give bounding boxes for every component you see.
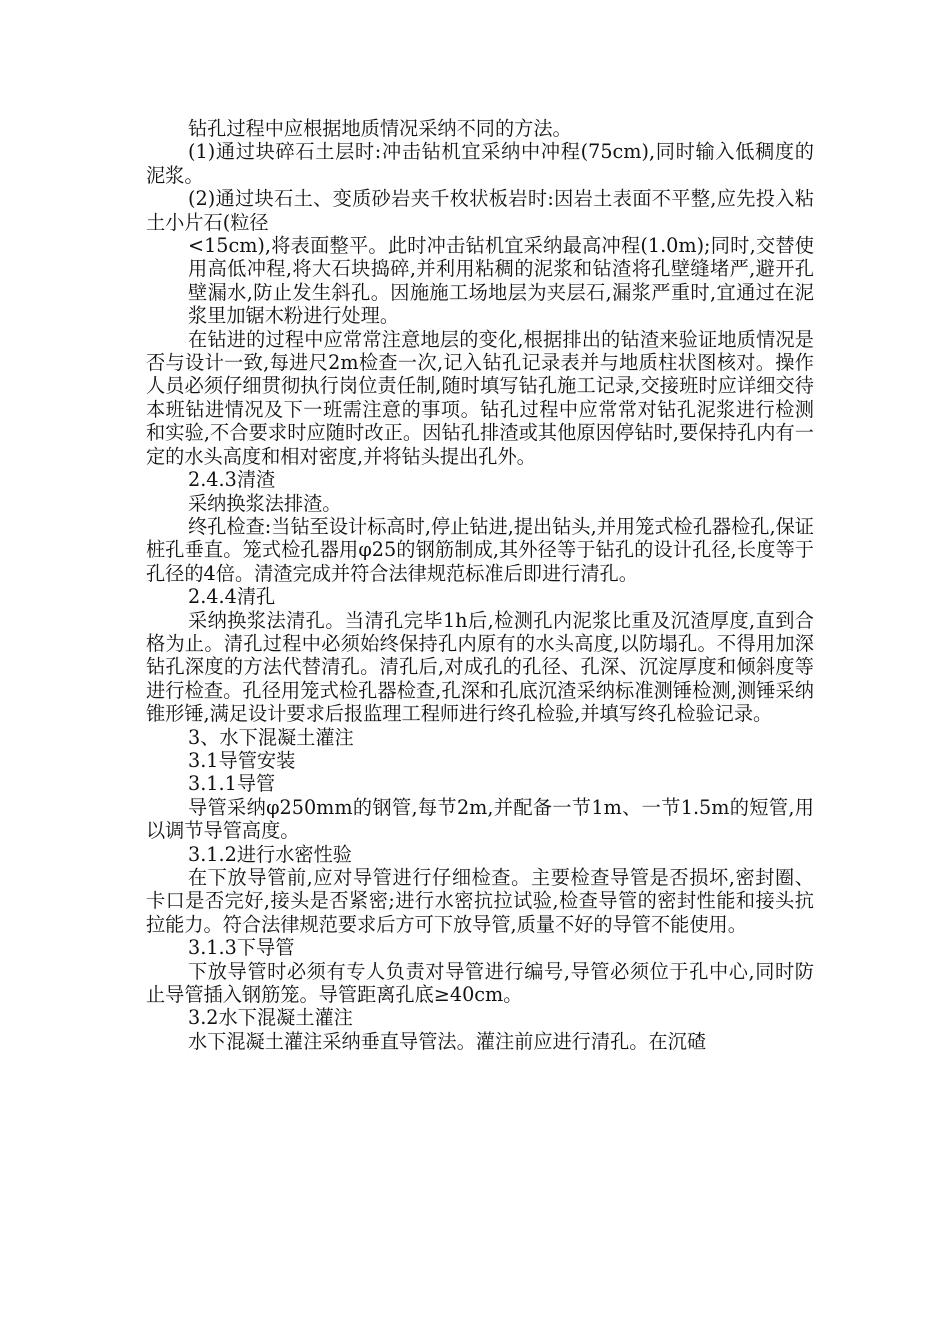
heading-3-1-1: 3.1.1导管 <box>188 772 276 796</box>
heading-3-1-3: 3.1.3下导管 <box>188 936 295 960</box>
document-page <box>146 117 814 1053</box>
paragraph-layer-monitoring: 在钻进的过程中应常常注意地层的变化,根据排出的钻渣来验证地质情况是否与设计一致,每进尺2m检查一次,记入钻孔记录表并与地质柱状图核对。操作人员必须仔细贯彻执行岗位责任制,随时填写钻孔施工记录,交接班时应详细交待本班钻进情况及下一班需注意的事项。钻孔过程中应常常对钻孔泥浆进行检测和实验,不合要求时应随时改正。因钻孔排渣或其他原因停钻时,要保持孔内有一定的水头高度和相对密度,并将钻头提出孔外。 <box>146 327 814 468</box>
paragraph-pipe-spec: 导管采纳φ250mm的钢管,每节2m,并配备一节1m、一节1.5m的短管,用以调节导管高度。 <box>146 795 814 843</box>
heading-2-4-4: 2.4.4清孔 <box>188 585 276 609</box>
paragraph-leveling: <15cm),将表面整平。此时冲击钻机宜采纳最高冲程(1.0m);同时,交替使用高低冲程,将大石块捣碎,并利用粘稠的泥浆和钻渣将孔壁缝堵严,避开孔壁漏水,防止发生斜孔。因施施工场地层为夹层石,漏浆严重时,宜通过在泥浆里加锯木粉进行处理。 <box>188 234 814 328</box>
heading-3-1-2: 3.1.2进行水密性验 <box>188 842 352 866</box>
paragraph-sandstone-layer: (2)通过块石土、变质砂岩夹千枚状板岩时:因岩土表面不平整,应先投入粘土小片石(粒径 <box>146 187 814 234</box>
paragraph-hole-cleaning: 采纳换浆法清孔。当清孔完毕1h后,检测孔内泥浆比重及沉渣厚度,直到合格为止。清孔过程中必须始终保持孔内原有的水头高度,以防塌孔。不得用加深钻孔深度的方法代替清孔。清孔后,对成孔的孔径、孔深、沉淀厚度和倾斜度等进行检查。孔径用笼式检孔器检查,孔深和孔底沉渣采纳标准测锤检测,测锤采纳锥形锤,满足设计要求后报监理工程师进行终孔检验,并填写终孔检验记录。 <box>146 608 814 726</box>
paragraph-slag-method: 采纳换浆法排渣。 <box>188 491 342 515</box>
heading-3: 3、水下混凝土灌注 <box>188 725 354 749</box>
heading-3-1: 3.1导管安装 <box>188 748 296 772</box>
paragraph-gravel-layer: (1)通过块碎石土层时:冲击钻机宜采纳中冲程(75cm),同时输入低稠度的泥浆。 <box>146 140 814 187</box>
paragraph-final-check: 终孔检查:当钻至设计标高时,停止钻进,提出钻头,并用笼式检孔器检孔,保证桩孔垂直。笼式检孔器用φ25的钢筋制成,其外径等于钻孔的设计孔径,长度等于孔径的4倍。清渣完成并符合法律规范标准后即进行清孔。 <box>146 514 814 585</box>
paragraph-lowering-pipe: 下放导管时必须有专人负责对导管进行编号,导管必须位于孔中心,同时防止导管插入钢筋笼。导管距离孔底≥40cm。 <box>146 959 814 1007</box>
heading-2-4-3: 2.4.3清渣 <box>188 468 276 492</box>
heading-3-2: 3.2水下混凝土灌注 <box>188 1006 353 1030</box>
paragraph-drilling-methods: 钻孔过程中应根据地质情况采纳不同的方法。 <box>188 117 572 140</box>
paragraph-watertight-test: 在下放导管前,应对导管进行仔细检查。主要检查导管是否损坏,密封圈、卡口是否完好,接头是否紧密;进行水密抗拉试验,检查导管的密封性能和接头抗拉能力。符合法律规范要求后方可下放导管,质量不好的导管不能使用。 <box>146 866 814 936</box>
paragraph-concrete-pouring: 水下混凝土灌注采纳垂直导管法。灌注前应进行清孔。在沉碴 <box>188 1029 707 1053</box>
